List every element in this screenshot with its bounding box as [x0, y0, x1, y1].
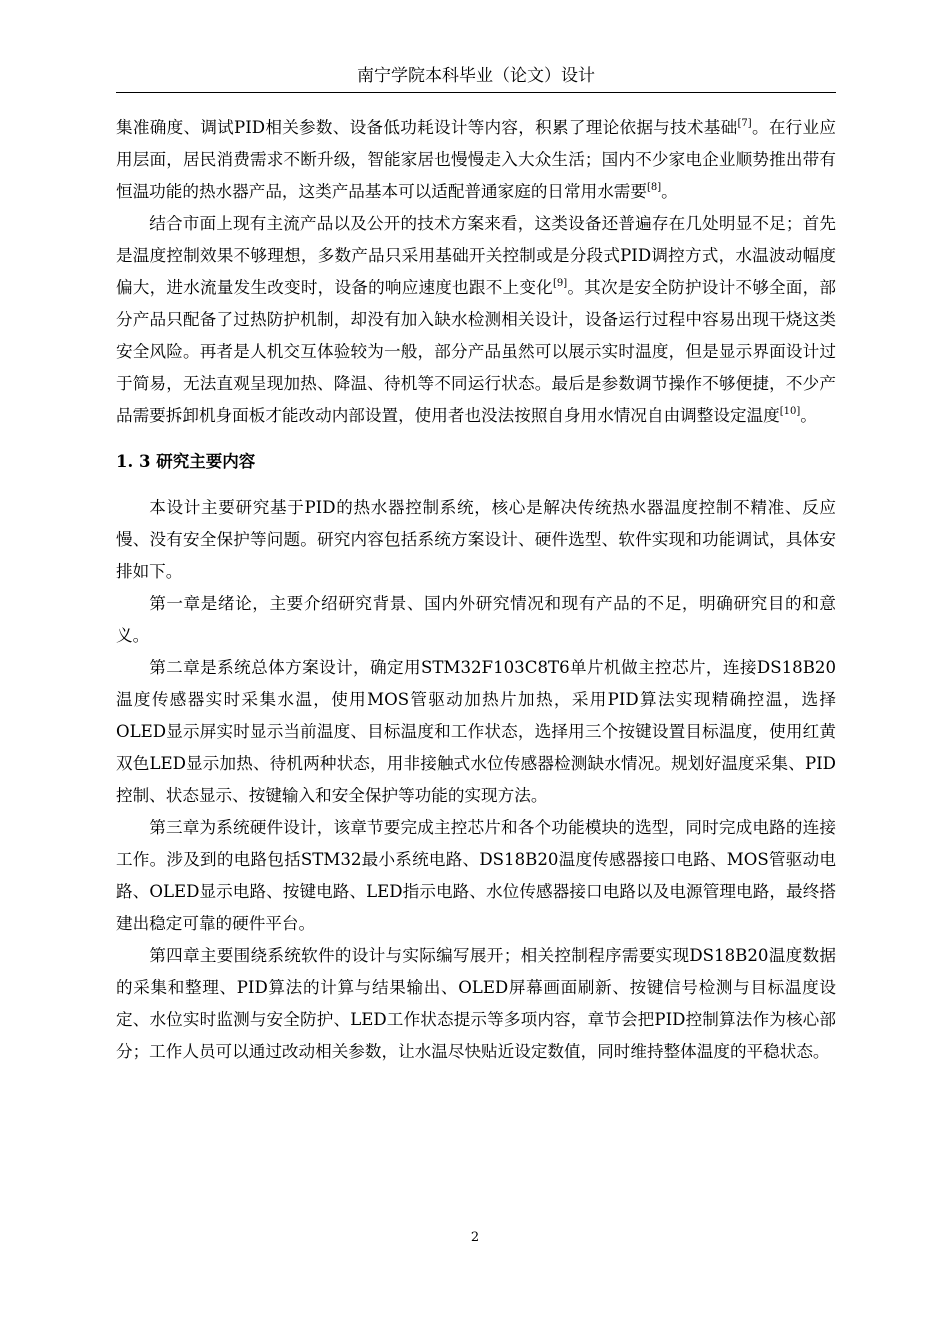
citation-ref: [10]	[779, 406, 801, 417]
page-number: 2	[470, 1230, 480, 1245]
text-segment: 结合市面上现有主流产品以及公开的技术方案来看，这类设备还普遍存在几处明显不足；首先是温度控制效果不够理想，多数产品只采用基础开关控制或是分段式PID调控方式，水温波动幅度偏大，进水流量发生改变时，设备的响应速度也跟不上变化	[116, 214, 836, 297]
header-divider	[116, 92, 836, 93]
running-header: 南宁学院本科毕业（论文）设计	[357, 66, 595, 86]
citation-ref: [7]	[737, 118, 752, 129]
paragraph-chapter-4: 第四章主要围绕系统软件的设计与实际编写展开；相关控制程序需要实现DS18B20温度数据的采集和整理、PID算法的计算与结果输出、OLED屏幕画面刷新、按键信号检测与目标温度设定、水位实时监测与安全防护、LED工作状态提示等多项内容，章节会把PID控制算法作为核心部分；工作人员可以通过改动相关参数，让水温尽快贴近设定数值，同时维持整体温度的平稳状态。	[116, 946, 836, 1061]
paragraph-continued	[116, 112, 836, 208]
text-segment: 。	[800, 406, 817, 425]
body-text	[116, 112, 836, 1068]
citation-ref: [8]	[647, 182, 662, 193]
text-segment: 。其次是安全防护设计不够全面，部分产品只配备了过热防护机制，却没有加入缺水检测相关设计，设备运行过程中容易出现干烧这类安全风险。再者是人机交互体验较为一般，部分产品虽然可以展示实时温度，但是显示界面设计过于简易，无法直观呈现加热、降温、待机等不同运行状态。最后是参数调节操作不够便捷，不少产品需要拆卸机身面板才能改动内部设置，使用者也没法按照自身用水情况自由调整设定温度	[116, 278, 837, 425]
paragraph-chapter-2: 第二章是系统总体方案设计，确定用STM32F103C8T6单片机做主控芯片，连接DS18B20温度传感器实时采集水温，使用MOS管驱动加热片加热，采用PID算法实现精确控温，选择OLED显示屏实时显示当前温度、目标温度和工作状态，选择用三个按键设置目标温度，使用红黄双色LED显示加热、待机两种状态，用非接触式水位传感器检测缺水情况。规划好温度采集、PID控制、状态显示、按键输入和安全保护等功能的实现方法。	[116, 658, 836, 805]
paragraph-overview: 本设计主要研究基于PID的热水器控制系统，核心是解决传统热水器温度控制不精准、反应慢、没有安全保护等问题。研究内容包括系统方案设计、硬件选型、软件实现和功能调试，具体安排如下。	[116, 498, 836, 581]
text-segment: 。在行业应用层面，居民消费需求不断升级，智能家居也慢慢走入大众生活；国内不少家电企业顺势推出带有恒温功能的热水器产品，这类产品基本可以适配普通家庭的日常用水需要	[116, 118, 837, 201]
paragraph-chapter-1: 第一章是绪论，主要介绍研究背景、国内外研究情况和现有产品的不足，明确研究目的和意义。	[116, 594, 836, 645]
citation-ref: [9]	[552, 278, 568, 289]
paragraph-chapter-3: 第三章为系统硬件设计，该章节要完成主控芯片和各个功能模块的选型，同时完成电路的连接工作。涉及到的电路包括STM32最小系统电路、DS18B20温度传感器接口电路、MOS管驱动电路、OLED显示电路、按键电路、LED指示电路、水位传感器接口电路以及电源管理电路，最终搭建出稳定可靠的硬件平台。	[116, 818, 836, 933]
paragraph-market-analysis	[116, 208, 836, 432]
section-heading: 1. 3 研究主要内容	[116, 452, 256, 471]
text-segment: 。	[661, 182, 678, 201]
text-segment: 集准确度、调试PID相关参数、设备低功耗设计等内容，积累了理论依据与技术基础	[116, 118, 738, 137]
